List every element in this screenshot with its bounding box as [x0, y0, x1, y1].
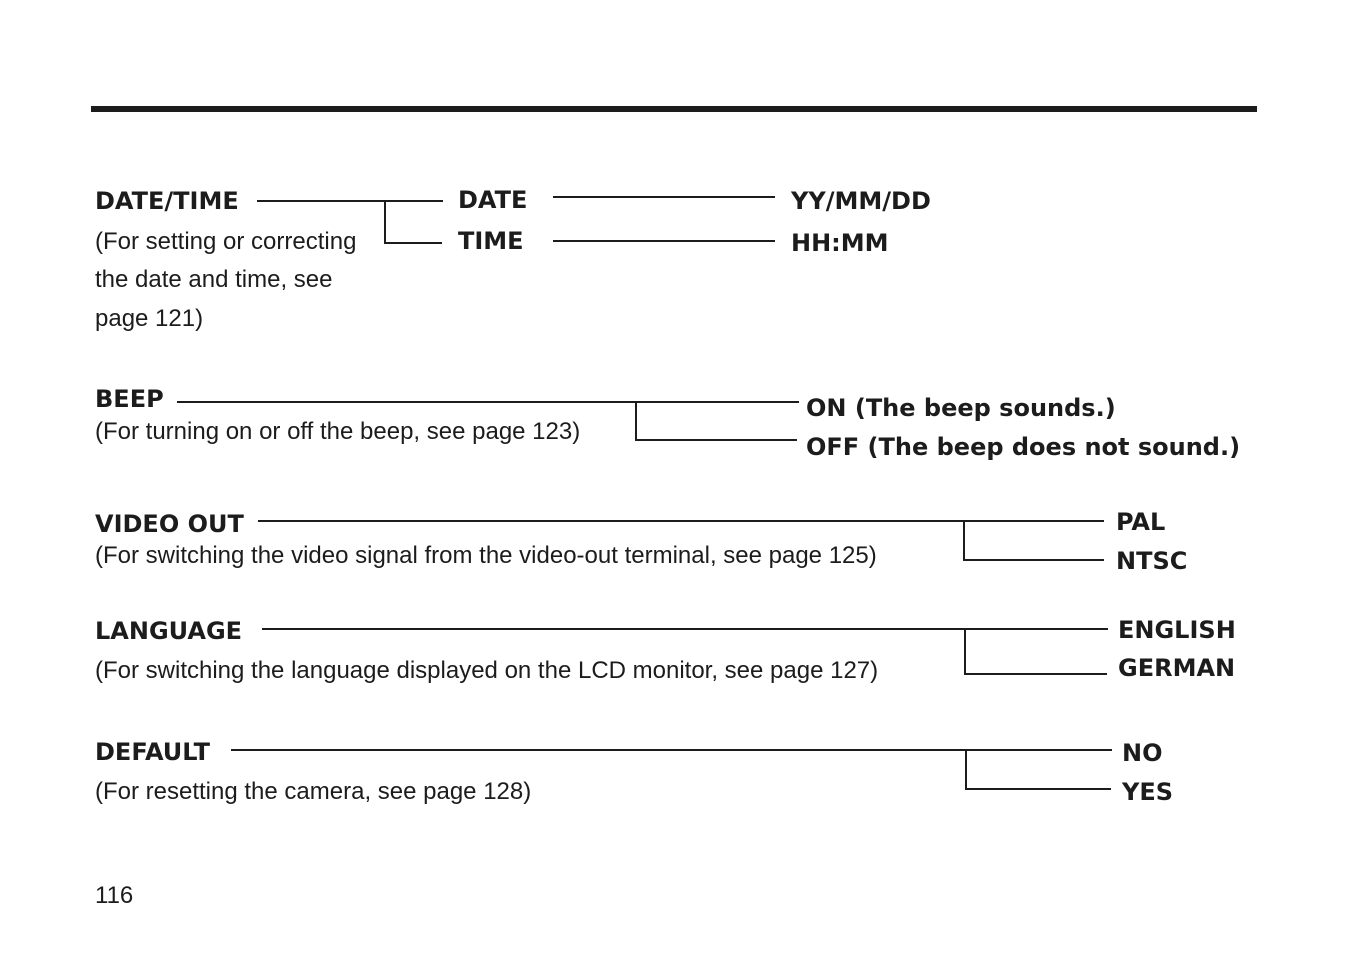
language-branch: [964, 628, 966, 674]
language-title: LANGUAGE: [95, 617, 243, 645]
header-rule: [91, 106, 1257, 112]
option-pal: PAL: [1116, 508, 1166, 536]
default-branch-lower: [965, 788, 1111, 790]
beep-branch: [635, 401, 637, 440]
beep-connector: [177, 401, 799, 403]
date-time-branch: [384, 200, 386, 243]
option-beep-on: ON (The beep sounds.): [806, 394, 1116, 422]
language-connector: [262, 628, 1108, 630]
option-yes: YES: [1122, 778, 1174, 806]
date-connector: [553, 196, 775, 198]
language-branch-lower: [964, 673, 1107, 675]
time-connector: [553, 240, 775, 242]
video-out-branch: [963, 520, 965, 560]
date-time-title: DATE/TIME: [95, 187, 239, 215]
language-desc: (For switching the language displayed on the LCD monitor, see page 127): [95, 657, 879, 684]
date-time-connector: [257, 200, 443, 202]
default-title: DEFAULT: [95, 738, 210, 766]
video-out-branch-lower: [963, 559, 1104, 561]
time-format: HH:MM: [791, 229, 889, 257]
beep-title: BEEP: [95, 385, 164, 413]
video-out-title: VIDEO OUT: [95, 510, 244, 538]
option-no: NO: [1122, 739, 1163, 767]
option-english: ENGLISH: [1118, 616, 1236, 644]
date-time-desc-line-1: (For setting or correcting: [95, 228, 357, 255]
page-number: 116: [95, 882, 134, 909]
default-desc: (For resetting the camera, see page 128): [95, 778, 532, 805]
option-time: TIME: [458, 227, 524, 255]
video-out-desc: (For switching the video signal from the video-out terminal, see page 125): [95, 542, 877, 569]
video-out-connector: [258, 520, 1104, 522]
date-time-desc-line-3: page 121): [95, 305, 204, 332]
default-branch: [965, 749, 967, 789]
option-date: DATE: [458, 186, 528, 214]
option-beep-off: OFF (The beep does not sound.): [806, 433, 1241, 461]
beep-branch-lower: [635, 439, 797, 441]
beep-desc: (For turning on or off the beep, see page 123): [95, 418, 581, 445]
date-time-desc-line-2: the date and time, see: [95, 266, 333, 293]
option-german: GERMAN: [1118, 654, 1236, 682]
date-time-branch-lower: [384, 242, 442, 244]
option-ntsc: NTSC: [1116, 547, 1188, 575]
date-format: YY/MM/DD: [791, 187, 931, 215]
default-connector: [231, 749, 1112, 751]
